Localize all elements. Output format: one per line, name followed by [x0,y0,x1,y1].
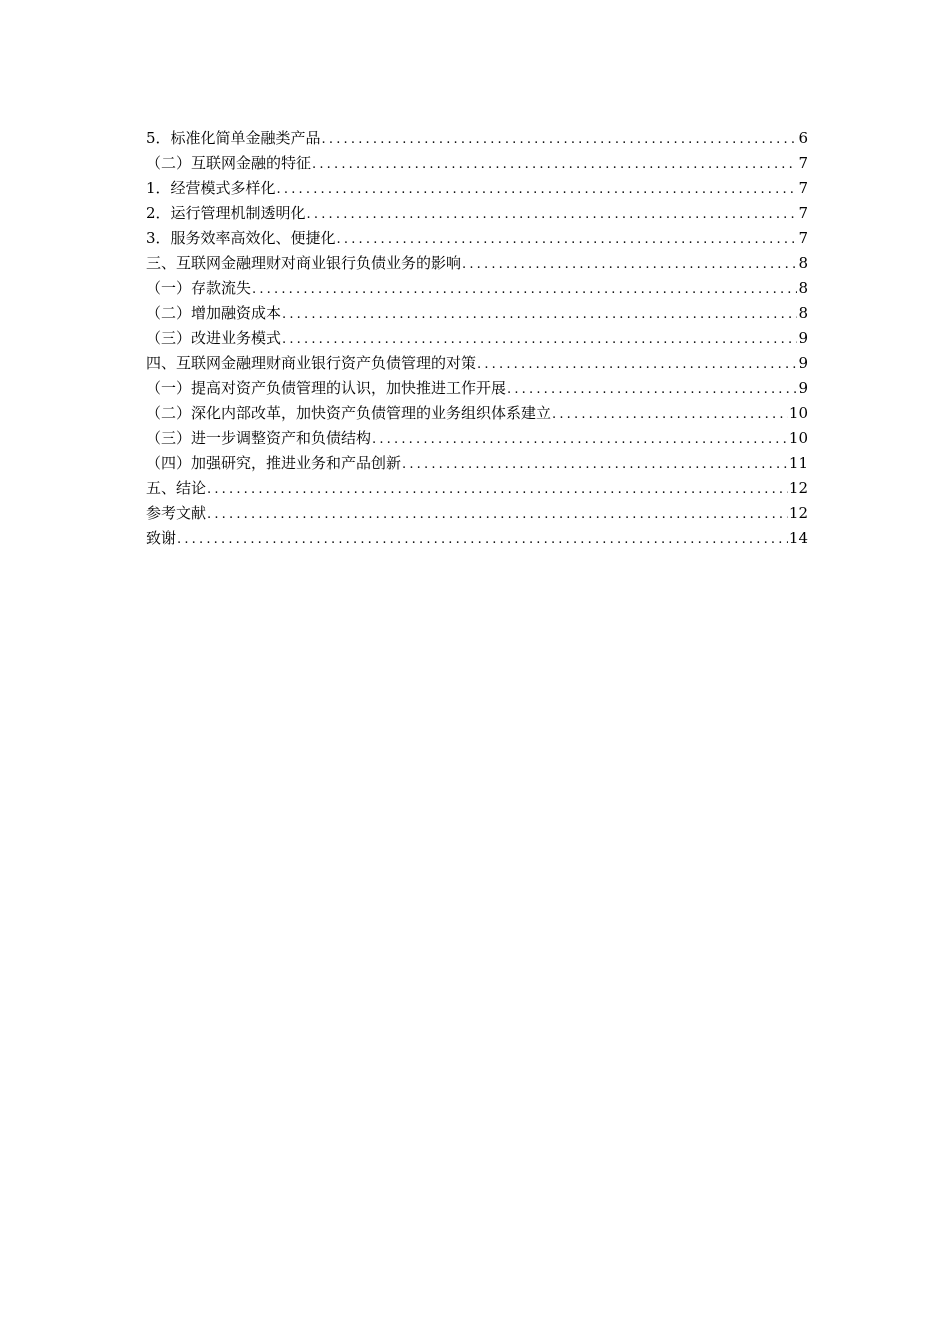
toc-entry-label: 5．标准化简单金融类产品 [146,129,321,147]
toc-entry-label: （四）加强研究，推进业务和产品创新 [146,454,402,472]
toc-dot-leader [207,477,788,502]
toc-entry[interactable] [146,401,808,426]
toc-entry[interactable] [146,176,808,201]
toc-dot-leader [307,202,798,227]
toc-dot-leader [507,377,797,402]
toc-dot-leader [372,427,788,452]
toc-dot-leader [282,302,797,327]
toc-entry-label: 参考文献 [146,504,207,522]
toc-entry[interactable] [146,526,808,551]
toc-entry-label: （二）互联网金融的特征 [146,154,312,172]
toc-entry-label: 四、互联网金融理财商业银行资产负债管理的对策 [146,354,477,372]
toc-dot-leader [207,502,788,527]
toc-page-number: 9 [798,379,808,397]
toc-entry-label: 2．运行管理机制透明化 [146,204,306,222]
toc-page-number: 8 [798,254,808,272]
toc-dot-leader [252,277,797,302]
toc-entry-label: （一）提高对资产负债管理的认识，加快推进工作开展 [146,379,507,397]
toc-entry[interactable] [146,376,808,401]
toc-entry[interactable] [146,251,808,276]
toc-entry-label: （一）存款流失 [146,279,252,297]
toc-entry[interactable] [146,226,808,251]
toc-entry[interactable] [146,501,808,526]
toc-entry[interactable] [146,301,808,326]
toc-entry-label: 三、互联网金融理财对商业银行负债业务的影响 [146,254,462,272]
toc-page-number: 11 [788,454,808,472]
toc-page-number: 14 [788,529,808,547]
toc-dot-leader [322,127,798,152]
toc-page-number: 10 [788,429,808,447]
toc-entry[interactable] [146,201,808,226]
toc-page-number: 7 [798,154,808,172]
toc-entry-label: （二）深化内部改革，加快资产负债管理的业务组织体系建立 [146,404,552,422]
toc-dot-leader [402,452,788,477]
toc-entry-label: 致谢 [146,529,177,547]
toc-entry[interactable] [146,451,808,476]
toc-page-number: 7 [798,179,808,197]
toc-entry-label: （三）改进业务模式 [146,329,282,347]
toc-page-number: 12 [788,504,808,522]
toc-page-number: 9 [798,354,808,372]
toc-entry-label: 1．经营模式多样化 [146,179,276,197]
toc-entry-label: （三）进一步调整资产和负债结构 [146,429,372,447]
table-of-contents [146,126,808,551]
toc-page-number: 6 [798,129,808,147]
toc-page-number: 8 [798,279,808,297]
toc-entry-label: 3．服务效率高效化、便捷化 [146,229,336,247]
toc-entry-label: 五、结论 [146,479,207,497]
toc-page-number: 8 [798,304,808,322]
toc-page-number: 9 [798,329,808,347]
toc-dot-leader [177,527,788,552]
toc-entry[interactable] [146,426,808,451]
toc-dot-leader [312,152,797,177]
toc-dot-leader [552,402,788,427]
toc-page-number: 7 [798,229,808,247]
toc-page-number: 7 [798,204,808,222]
toc-entry[interactable] [146,276,808,301]
toc-dot-leader [477,352,797,377]
toc-entry[interactable] [146,326,808,351]
toc-entry[interactable] [146,351,808,376]
toc-page-number: 10 [788,404,808,422]
toc-dot-leader [277,177,798,202]
toc-dot-leader [282,327,797,352]
toc-entry[interactable] [146,476,808,501]
toc-entry[interactable] [146,151,808,176]
toc-dot-leader [462,252,797,277]
toc-page-number: 12 [788,479,808,497]
toc-entry[interactable] [146,126,808,151]
toc-dot-leader [337,227,798,252]
toc-entry-label: （二）增加融资成本 [146,304,282,322]
